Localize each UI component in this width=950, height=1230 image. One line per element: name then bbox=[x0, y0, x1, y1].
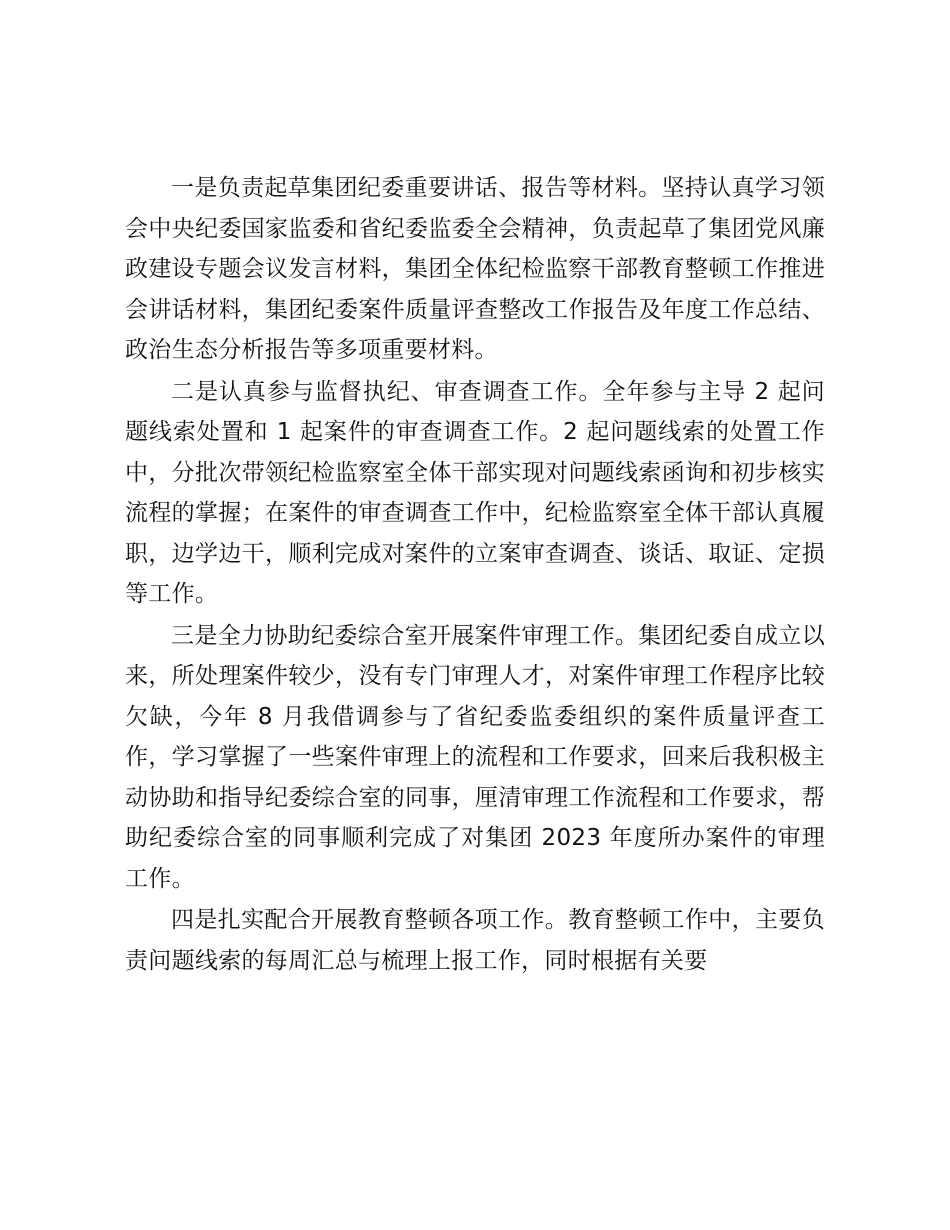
document-body bbox=[125, 168, 825, 981]
paragraph-education-rectification: 四是扎实配合开展教育整顿各项工作。教育整顿工作中，主要负责问题线索的每周汇总与梳理上报工作，同时根据有关要 bbox=[125, 907, 825, 974]
paragraph-drafting-materials: 一是负责起草集团纪委重要讲话、报告等材料。坚持认真学习领会中央纪委国家监委和省纪委监委全会精神，负责起草了集团党风廉政建设专题会议发言材料，集团全体纪检监察干部教育整顿工作推进会讲话材料，集团纪委案件质量评查整改工作报告及年度工作总结、政治生态分析报告等多项重要材料。 bbox=[125, 175, 825, 363]
paragraph-supervision-investigation: 二是认真参与监督执纪、审查调查工作。全年参与主导 2 起问题线索处置和 1 起案件的审查调查工作。2 起问题线索的处置工作中，分批次带领纪检监察室全体干部实现对问题线索函询和初步核实流程的掌握；在案件的审查调查工作中，纪检监察室全体干部认真履职，边学边干，顺利完成对案件的立案审查调查、谈话、取证、定损等工作。 bbox=[125, 378, 825, 607]
paragraph-case-review: 三是全力协助纪委综合室开展案件审理工作。集团纪委自成立以来，所处理案件较少，没有专门审理人才，对案件审理工作程序比较欠缺，今年 8 月我借调参与了省纪委监委组织的案件质量评查工作，学习掌握了一些案件审理上的流程和工作要求，回来后我积极主动协助和指导纪委综合室的同事，厘清审理工作流程和工作要求，帮助纪委综合室的同事顺利完成了对集团 2023 年度所办案件的审理工作。 bbox=[125, 622, 825, 892]
